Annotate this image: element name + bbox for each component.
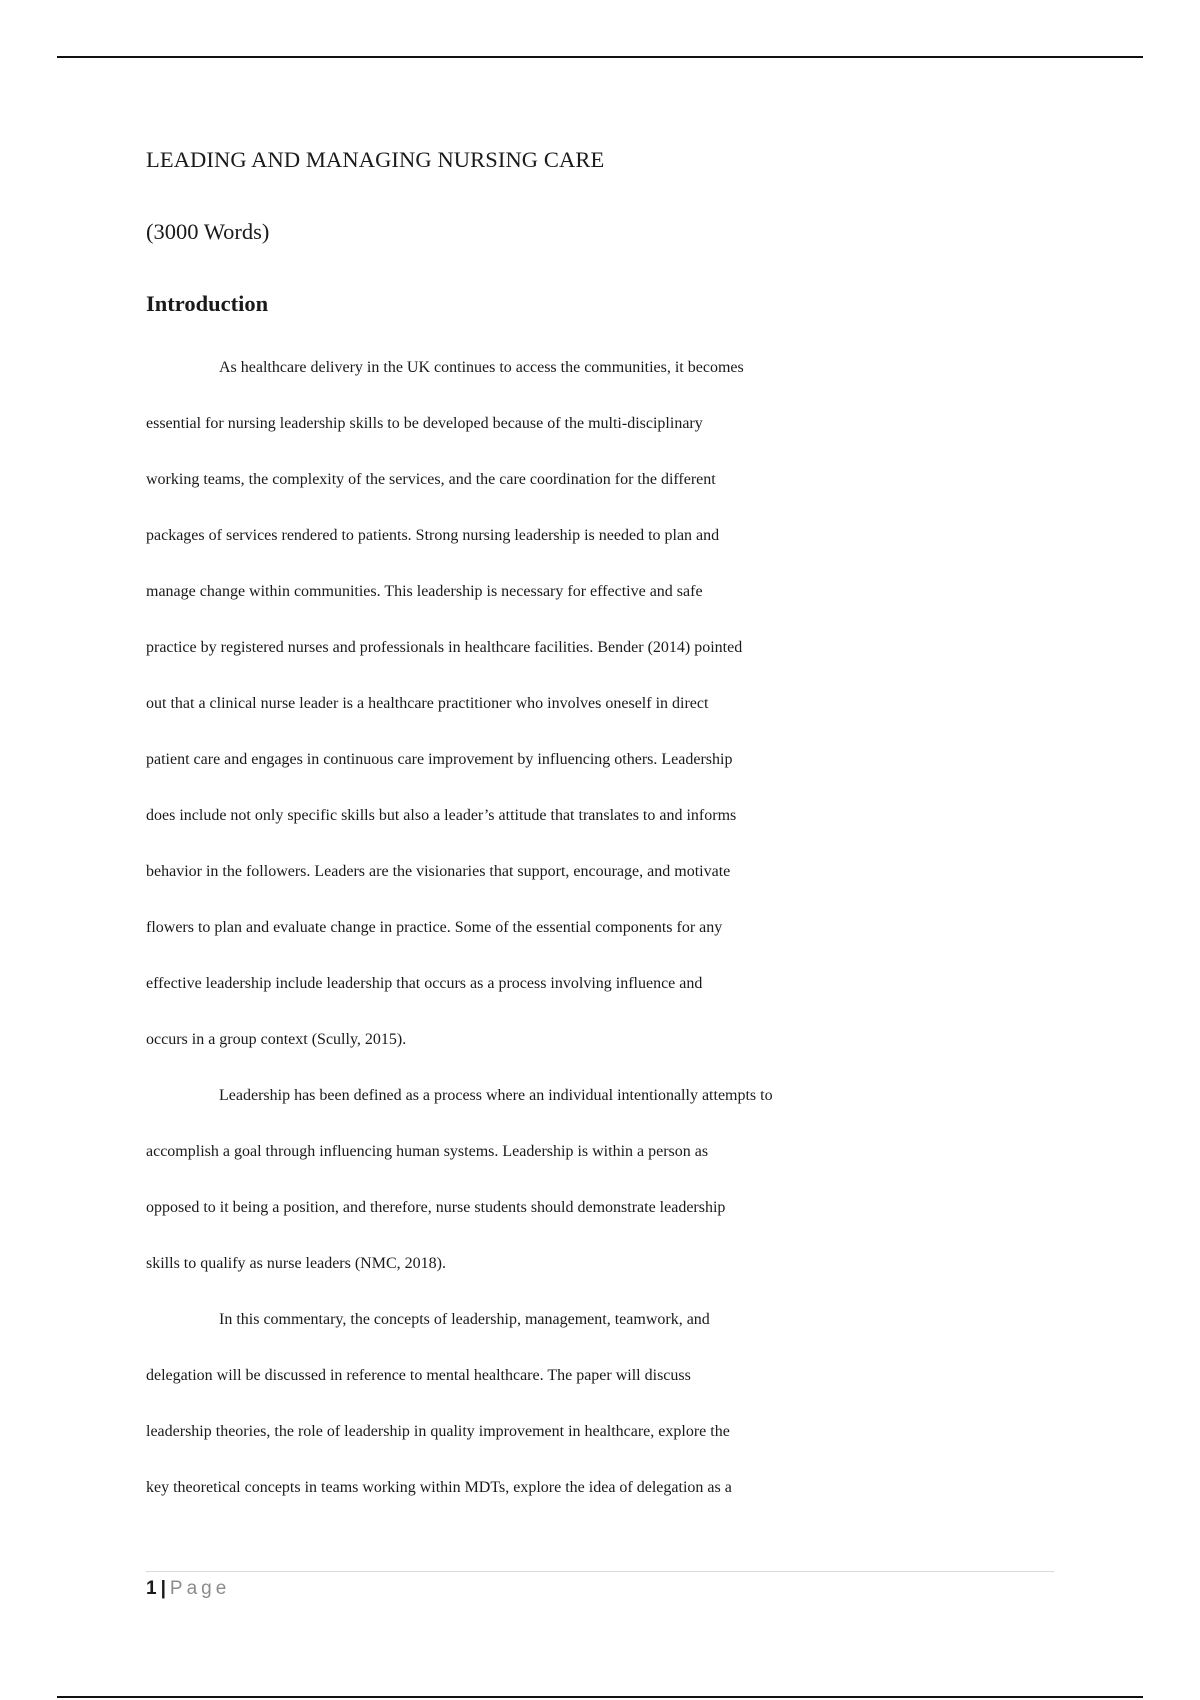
- paragraph-line: essential for nursing leadership skills to be developed because of the multi-disciplinary: [146, 415, 703, 432]
- paragraph-line: accomplish a goal through influencing human systems. Leadership is within a person as: [146, 1143, 709, 1160]
- page-label: Page: [169, 1578, 231, 1599]
- paragraph-line: behavior in the followers. Leaders are the visionaries that support, encourage, and motivate: [146, 863, 731, 880]
- paragraph-line: leadership theories, the role of leadership in quality improvement in healthcare, explore the: [146, 1423, 730, 1440]
- paragraph-1: [146, 340, 1066, 1068]
- page-number: 1: [146, 1578, 157, 1599]
- paragraph-line: Leadership has been defined as a process where an individual intentionally attempts to: [219, 1087, 773, 1104]
- paragraph-3: [146, 1292, 1066, 1516]
- paragraph-line: key theoretical concepts in teams working within MDTs, explore the idea of delegation as a: [146, 1479, 732, 1496]
- paragraph-line: effective leadership include leadership that occurs as a process involving influence and: [146, 975, 703, 992]
- paragraph-line: practice by registered nurses and professionals in healthcare facilities. Bender (2014) pointed: [146, 639, 743, 656]
- paragraph-line: working teams, the complexity of the services, and the care coordination for the different: [146, 471, 716, 488]
- paragraph-line: In this commentary, the concepts of leadership, management, teamwork, and: [219, 1311, 710, 1328]
- paragraph-line: patient care and engages in continuous care improvement by influencing others. Leadership: [146, 751, 733, 768]
- word-count: (3000 Words): [146, 219, 270, 244]
- paragraph-line: skills to qualify as nurse leaders (NMC, 2018).: [146, 1255, 446, 1272]
- paragraph-line: opposed to it being a position, and therefore, nurse students should demonstrate leadership: [146, 1199, 726, 1216]
- paragraph-line: does include not only specific skills but also a leader’s attitude that translates to and informs: [146, 807, 737, 824]
- footer-rule: [146, 1571, 1054, 1572]
- header-rule: [57, 56, 1143, 58]
- paragraph-line: packages of services rendered to patients. Strong nursing leadership is needed to plan and: [146, 527, 720, 544]
- paragraph-line: out that a clinical nurse leader is a healthcare practitioner who involves oneself in direct: [146, 695, 709, 712]
- paragraph-line: As healthcare delivery in the UK continues to access the communities, it becomes: [219, 359, 744, 376]
- page-separator: |: [160, 1578, 166, 1599]
- paragraph-line: flowers to plan and evaluate change in practice. Some of the essential components for any: [146, 919, 723, 936]
- paragraph-2: [146, 1068, 1066, 1292]
- page-content: [146, 140, 1066, 1516]
- page-footer: [146, 1574, 230, 1604]
- section-heading-introduction: Introduction: [146, 291, 269, 316]
- bottom-rule: [57, 1696, 1143, 1698]
- paragraph-line: occurs in a group context (Scully, 2015).: [146, 1031, 407, 1048]
- paragraph-line: delegation will be discussed in reference to mental healthcare. The paper will discuss: [146, 1367, 691, 1384]
- paragraph-line: manage change within communities. This leadership is necessary for effective and safe: [146, 583, 703, 600]
- document-title: LEADING AND MANAGING NURSING CARE: [146, 147, 605, 172]
